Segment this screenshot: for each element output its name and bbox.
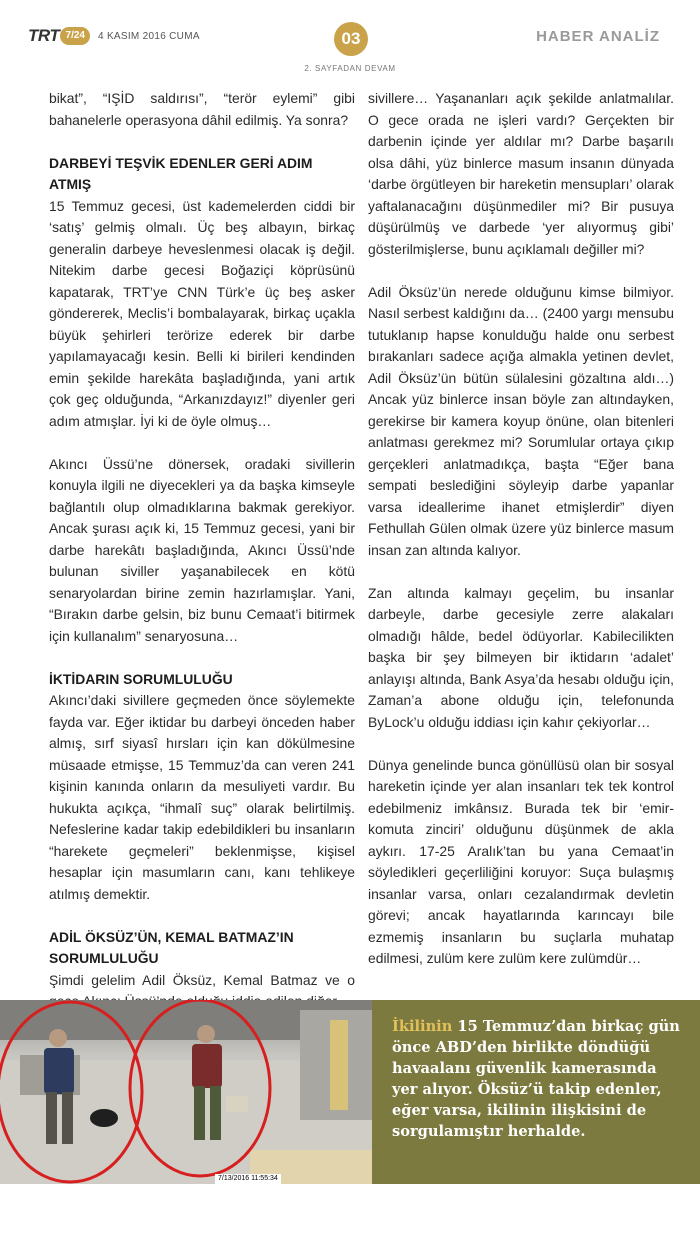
paragraph: Adil Öksüz’ün nerede olduğunu kimse bilmiyor. Nasıl serbest kaldığını da… (2400 yargı mensubu tutuklanıp hapse konulduğu halde onu serbest bırakanları sadece açığa almakla yetinen devlet, Adil Öksüz’ün bütün sülalesini gözaltına aldı…) Ancak yüz binlerce insan böyle zan altındayken, gerekirse bir kamera koyup önüne, olan bitenleri anlatması gerekmez mi? Sorumlular ortaya çıkıp gerçekleri anlatmadıkça, başta “Eğer bana sempati beslediğini söyleyip darbe yapanlar varsa ideallerime ihanet etmişlerdir” diyen Fethullah Gülen olmak üzere yüz binlerce masum insan zan altında kalıyor.	[368, 283, 674, 558]
subheading: İKTİDARIN SORUMLULUĞU	[49, 670, 233, 687]
page-header	[0, 0, 700, 80]
issue-date: 4 KASIM 2016 CUMA	[98, 31, 200, 42]
subheading: ADİL ÖKSÜZ’ÜN, KEMAL BATMAZ’IN	[49, 928, 294, 945]
subheading: DARBEYİ TEŞVİK EDENLER GERİ ADIM ATMIŞ	[49, 154, 313, 192]
paragraph: Şimdi gelelim Adil Öksüz, Kemal Batmaz ve o	[49, 971, 355, 988]
article-column-left	[49, 88, 355, 1013]
paragraph: Zan altında kalmayı geçelim, bu insanlar darbeyle, darbe gecesiyle zerre alakaları olmadığı hâlde, bedel ödüyorlar. Kabilecilikten başka bir şey bilmeyen bir iktidarın ‘adalet’ anlayışı altında, Bank Asya’da hesabı olduğu için, Zaman’a abone olduğu için, telefonunda ByLock’u olduğu iddiası için kahır çekiyorlar…	[368, 584, 674, 730]
paragraph: Akıncı’daki sivillere geçmeden önce söylemekte fayda var. Eğer iktidar bu darbeyi önceden haber almış, sırf siyasî hırsları için kan dökülmesine müsaade etmişse, 15 Temmuz’da can veren 241 kişinin kanında onların da mesuliyeti vardır. Bu hukukta açıkça, “ihmalî suç” olarak belirtilmiş. Nefeslerine kadar takip edebildikleri bu insanların “harekete geçmeleri” beklenmişse, kişisel hesaplar için masumların canı, kanı tehlikeye atılmış demektir.	[49, 692, 355, 902]
cctv-scene	[0, 1000, 372, 1184]
airport-camera-photo	[0, 1000, 372, 1184]
page-number: 03	[334, 22, 368, 56]
paragraph: Akıncı Üssü’ne dönersek, oradaki sivillerin konuyla ilgili ne diyecekleri ya da başka kimseyle bağlantılı olup olmadıklarına bakmak gerekiyor. Ancak şurası açık ki, 15 Temmuz gecesi, yani bir darbe harekâtı başladığında, Akıncı Üssü’nde bulunan siviller yaşanabilecek en kötü senaryolardan birine zemin hazırlamışlar. Yani, “Bırakın darbe gelsin, biz bunu Cemaat’i bitirmek için kullanalım” senaryosuna…	[49, 455, 355, 644]
trt-logo	[28, 26, 90, 46]
continued-note: 2. SAYFADAN DEVAM	[304, 64, 396, 73]
paragraph: bikat”, “IŞİD saldırısı”, “terör eylemi” gibi bahanelerle operasyona dâhil edilmiş. Ya sonra?	[49, 90, 355, 128]
article-column-right	[368, 88, 674, 970]
paragraph: Dünya genelinde bunca gönüllüsü olan bir sosyal hareketin içinde yer alan insanları tek tek kontrol edebilmeniz imkânsız. Burada tek bir ‘emir-komuta zinciri’ olduğunu düşünmek de akla aykırı. 17-25 Aralık’tan bu yana Cemaat’in söyledikleri geçerliliğini koruyor: Suça bulaşmış insanlar varsa, onları cezalandırmak devletin görevi; ancak hayatlarında karıncayı bile ezmemiş insanların bu suçlarla muhatap edilmesi, zulüm kere zulüm kere zulümdür…	[368, 756, 674, 966]
logo-badge: 7/24	[60, 27, 90, 45]
logo-text: TRT	[28, 26, 60, 45]
caption-text: 15 Temmuz’dan birkaç gün önce ABD’den birlikte döndüğü havaalanı güvenlik kamerasında yer alıyor. Öksüz’ü takip edenler, eğer varsa, ikilinin ilişkisini de sorgulamıştır herhalde.	[392, 1018, 680, 1140]
subheading: SORUMLULUĞU	[49, 950, 159, 966]
paragraph: sivillere… Yaşananları açık şekilde anlatmalılar. O gece orada ne işleri vardı? Gerçekten bir darbenin içinde yer aldılar mı? Darbe başarılı olsa dâhi, yüz binlerce masum insanın dünyada ‘darbe örgütleyen bir hareketin mensupları’ olarak yaftalanacağını düşünmediler mi? Bir pusuya düşürülmüş ve darbede ‘yer alıyormuş gibi’ gösterilmişlerse, bunu açıklamalı değiller mi?	[368, 90, 674, 257]
caption-highlight: İkilinin	[392, 1018, 453, 1035]
photo-caption	[372, 1000, 700, 1184]
section-title: HABER ANALİZ	[536, 28, 660, 45]
paragraph: 15 Temmuz gecesi, üst kademelerden ciddi bir ‘satış’ gelmiş olmalı. Üç beş albayın, birkaç generalin darbeye heveslenmesi olacak iş değil. Nitekim darbe gecesi Boğaziçi köprüsünü kapatarak, TRT’ye CNN Türk’e üç beş asker göndererek, Meclis’i bombalayarak, birkaç uçakla büyük şehirleri terörize ederek bir darbe yapılamayacağı kesin. Belli ki birileri kendinden emin şekilde harekâta başladığında, yani artık çok geç olduğunda, “Arkanızdayız!” diyenler geri adım atmışlar. İyi ki de öyle olmuş…	[49, 197, 355, 429]
camera-timestamp: 7/13/2016 11:55:34	[215, 1174, 281, 1184]
